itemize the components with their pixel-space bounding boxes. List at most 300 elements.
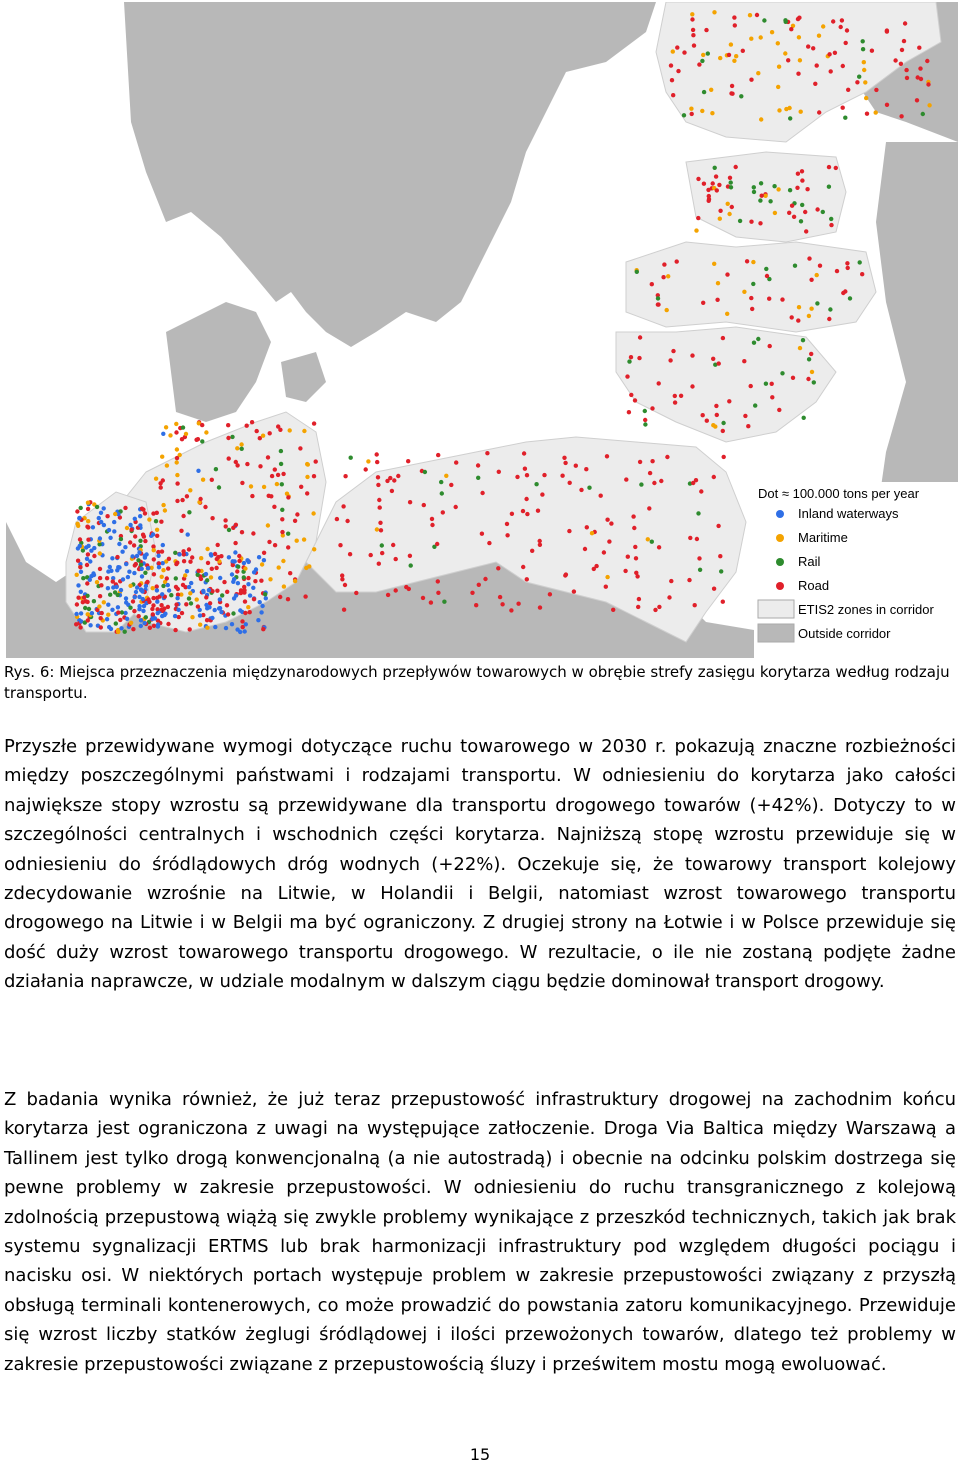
freight-dot [704,28,708,32]
freight-dot [140,574,144,578]
freight-dot [430,517,434,521]
freight-dot [79,570,83,574]
freight-dot [759,181,763,185]
freight-dot [249,484,253,488]
freight-dot [753,403,757,407]
freight-dot [266,455,270,459]
freight-dot [190,615,194,619]
freight-dot [99,625,103,629]
freight-dot [391,543,395,547]
freight-dot [563,573,567,577]
freight-dot [796,17,800,21]
freight-dot [809,352,813,356]
freight-dot [288,428,292,432]
freight-dot [144,584,148,588]
freight-dot [765,274,769,278]
page-number: 15 [469,1445,491,1464]
freight-dot [755,13,759,17]
freight-dot [105,514,109,518]
freight-dot [605,454,609,458]
freight-dot [752,341,756,345]
freight-dot [92,599,96,603]
freight-dot [128,584,132,588]
freight-dot [259,579,263,583]
freight-dot [893,58,897,62]
freight-dot [349,456,353,460]
freight-dot [707,197,711,201]
freight-dot [209,575,213,579]
freight-dot [118,618,122,622]
freight-dot [141,533,145,537]
freight-dot [485,451,489,455]
freight-dot [653,608,657,612]
freight-dot [152,548,156,552]
freight-dot [925,59,929,63]
freight-dot [712,587,716,591]
freight-dot [846,266,850,270]
freight-dot [522,451,526,455]
freight-dot [815,63,819,67]
freight-dot [690,384,694,388]
freight-dot [167,588,171,592]
freight-dot [904,68,908,72]
freight-dot [244,622,248,626]
freight-dot [388,476,392,480]
freight-dot [81,576,85,580]
freight-dot [78,625,82,629]
freight-dot [279,449,283,453]
freight-dot [74,612,78,616]
freight-dot [604,585,608,589]
freight-dot [246,576,250,580]
freight-dot [607,539,611,543]
freight-dot [579,488,583,492]
freight-dot [803,210,807,214]
freight-dot [454,505,458,509]
freight-dot [759,35,763,39]
freight-dot [174,422,178,426]
freight-dot [679,394,683,398]
freight-dot [666,274,670,278]
freight-dot [167,557,171,561]
freight-dot [248,610,252,614]
freight-dot [341,504,345,508]
freight-dot [305,491,309,495]
freight-dot [117,542,121,546]
freight-dot [716,524,720,528]
freight-dot [218,606,222,610]
freight-dot [682,113,686,117]
freight-dot [314,459,318,463]
freight-dot [792,215,796,219]
freight-dot [114,585,118,589]
freight-dot [713,166,717,170]
freight-dot [188,560,192,564]
freight-dot [733,23,737,27]
freight-dot [827,165,831,169]
freight-dot [671,349,675,353]
freight-dot [74,622,78,626]
freight-dot [378,521,382,525]
freight-dot [516,602,520,606]
freight-dot [151,612,155,616]
freight-dot [160,455,164,459]
freight-dot [268,431,272,435]
freight-dot [226,612,230,616]
freight-dot [659,479,663,483]
freight-dot [568,481,572,485]
freight-dot [106,569,110,573]
freight-dot [108,593,112,597]
freight-dot [821,210,825,214]
freight-dot [656,296,660,300]
freight-dot [107,625,111,629]
freight-dot [787,211,791,215]
freight-dot [697,62,701,66]
freight-dot [219,610,223,614]
freight-dot [656,302,660,306]
freight-dot [135,554,139,558]
freight-dot [750,307,754,311]
freight-dot [174,602,178,606]
freight-dot [240,530,244,534]
freight-dot [129,621,133,625]
freight-dot [657,545,661,549]
freight-dot [201,589,205,593]
freight-dot [483,577,487,581]
freight-dot [105,576,109,580]
freight-dot [390,489,394,493]
freight-dot [756,337,760,341]
freight-dot [281,472,285,476]
freight-dot [752,185,756,189]
freight-dot [175,561,179,565]
freight-dot [421,596,425,600]
freight-dot [758,221,762,225]
freight-dot [633,545,637,549]
freight-dot [187,585,191,589]
freight-dot [523,467,527,471]
freight-dot [827,52,831,56]
freight-dot [650,540,654,544]
freight-dot [777,108,781,112]
freight-dot [739,94,743,98]
freight-dot [200,439,204,443]
freight-dot [524,497,528,501]
freight-dot [160,592,164,596]
freight-dot [727,399,731,403]
freight-dot [281,559,285,563]
freight-dot [396,474,400,478]
freight-dot [694,228,698,232]
freight-dot [223,518,227,522]
legend-label: ETIS2 zones in corridor [798,602,934,617]
freight-dot [725,312,729,316]
freight-dot [800,203,804,207]
freight-dot [701,301,705,305]
freight-dot [786,58,790,62]
freight-dot [809,307,813,311]
freight-dot [719,569,723,573]
freight-dot [79,506,83,510]
freight-dot [305,475,309,479]
legend-label: Rail [798,554,821,569]
freight-dot [340,577,344,581]
freight-dot [833,51,837,55]
freight-dot [128,606,132,610]
freight-dot [916,75,920,79]
freight-dot [770,30,774,34]
freight-dot [213,552,217,556]
freight-dot [480,491,484,495]
freight-dot [133,563,137,567]
freight-dot [730,84,734,88]
freight-dot [667,595,671,599]
freight-dot [135,585,139,589]
freight-dot [267,540,271,544]
freight-dot [168,433,172,437]
freight-dot [728,176,732,180]
freight-dot [394,557,398,561]
freight-dot [88,559,92,563]
freight-dot [899,114,903,118]
freight-dot [205,578,209,582]
freight-dot [210,616,214,620]
freight-dot [741,49,745,53]
freight-dot [312,547,316,551]
freight-dot [449,483,453,487]
freight-dot [768,199,772,203]
freight-dot [151,532,155,536]
freight-dot [232,577,236,581]
freight-dot [567,529,571,533]
freight-dot [675,45,679,49]
freight-dot [114,621,118,625]
freight-dot [643,418,647,422]
freight-dot [605,518,609,522]
freight-dot [270,474,274,478]
freight-dot [280,517,284,521]
freight-dot [177,552,181,556]
freight-dot [215,557,219,561]
freight-dot [470,591,474,595]
freight-dot [75,573,79,577]
freight-dot [286,532,290,536]
freight-dot [89,549,93,553]
freight-dot [250,494,254,498]
freight-dot [759,117,763,121]
freight-dot [102,523,106,527]
freight-dot [841,64,845,68]
freight-dot [190,555,194,559]
freight-dot [841,291,845,295]
freight-dot [874,110,878,114]
freight-dot [226,423,230,427]
freight-dot [505,522,509,526]
freight-dot [885,29,889,33]
freight-dot [721,421,725,425]
freight-dot [657,605,661,609]
freight-dot [729,91,733,95]
freight-dot [147,600,151,604]
freight-dot [798,58,802,62]
freight-dot [240,481,244,485]
freight-dot [862,60,866,64]
freight-dot [209,553,213,557]
freight-dot [921,112,925,116]
freight-dot [639,482,643,486]
freight-dot [800,169,804,173]
freight-dot [861,47,865,51]
freight-dot [807,357,811,361]
freight-dot [108,565,112,569]
freight-dot [123,545,127,549]
freight-dot [690,17,694,21]
freight-dot [136,558,140,562]
freight-dot [159,520,163,524]
freight-dot [629,393,633,397]
freight-dot [718,554,722,558]
legend-title: Dot ≈ 100.000 tons per year [758,486,920,501]
freight-dot [369,553,373,557]
freight-dot [477,583,481,587]
freight-dot [721,600,725,604]
freight-dot [119,588,123,592]
freight-dot [378,505,382,509]
freight-dot [540,492,544,496]
legend-swatch-icon [758,624,794,642]
freight-dot [119,537,123,541]
freight-dot [343,583,347,587]
freight-dot [279,462,283,466]
freight-dot [108,536,112,540]
freight-dot [107,528,111,532]
freight-dot [293,579,297,583]
freight-dot [780,297,784,301]
freight-dot [348,552,352,556]
freight-dot [85,581,89,585]
freight-dot [918,66,922,70]
freight-dot [280,482,284,486]
freight-dot [97,516,101,520]
freight-dot [900,48,904,52]
freight-dot [742,290,746,294]
freight-dot [813,82,817,86]
freight-dot [245,462,249,466]
freight-dot [227,456,231,460]
freight-dot [435,542,439,546]
freight-dot [180,611,184,615]
freight-dot [133,534,137,538]
freight-dot [661,275,665,279]
freight-dot [690,353,694,357]
freight-dot [151,586,155,590]
freight-dot [799,110,803,114]
freight-dot [273,467,277,471]
freight-dot [798,346,802,350]
freight-dot [691,33,695,37]
freight-dot [233,541,237,545]
freight-dot [298,446,302,450]
freight-dot [857,75,861,79]
freight-dot [746,424,750,428]
freight-dot [225,603,229,607]
freight-dot [487,541,491,545]
freight-dot [273,543,277,547]
freight-dot [702,182,706,186]
freight-dot [712,10,716,14]
freight-dot [203,505,207,509]
freight-dot [635,270,639,274]
freight-dot [712,262,716,266]
freight-dot [718,209,722,213]
freight-dot [751,282,755,286]
freight-dot [643,409,647,413]
freight-dot [624,477,628,481]
freight-dot [155,596,159,600]
freight-dot [137,614,141,618]
freight-dot [236,581,240,585]
freight-dot [701,413,705,417]
freight-dot [134,590,138,594]
freight-dot [804,229,808,233]
freight-dot [796,318,800,322]
freight-dot [185,494,189,498]
freight-dot [235,569,239,573]
freight-dot [76,583,80,587]
freight-dot [538,539,542,543]
freight-dot [169,593,173,597]
freight-dot [252,597,256,601]
freight-dot [729,42,733,46]
freight-dot [406,459,410,463]
freight-dot [86,525,90,529]
freight-dot [246,560,250,564]
freight-dot [542,473,546,477]
freight-dot [587,486,591,490]
freight-dot [112,529,116,533]
freight-dot [175,447,179,451]
freight-dot [220,593,224,597]
freight-dot [773,211,777,215]
freight-dot [668,358,672,362]
freight-dot [161,503,165,507]
freight-dot [139,618,143,622]
freight-dot [213,625,217,629]
freight-dot [205,618,209,622]
freight-dot [858,260,862,264]
freight-dot [164,425,168,429]
freight-dot [95,505,99,509]
freight-dot [801,338,805,342]
freight-dot [764,382,768,386]
freight-dot [156,622,160,626]
freight-dot [809,278,813,282]
freight-dot [199,556,203,560]
freight-dot [343,474,347,478]
freight-dot [116,605,120,609]
freight-dot [133,517,137,521]
freight-dot [665,455,669,459]
freight-dot [127,570,131,574]
freight-dot [95,580,99,584]
freight-dot [599,494,603,498]
freight-dot [376,475,380,479]
freight-dot [840,18,844,22]
legend-label: Inland waterways [798,506,899,521]
freight-dot [806,44,810,48]
freight-dot [625,374,629,378]
